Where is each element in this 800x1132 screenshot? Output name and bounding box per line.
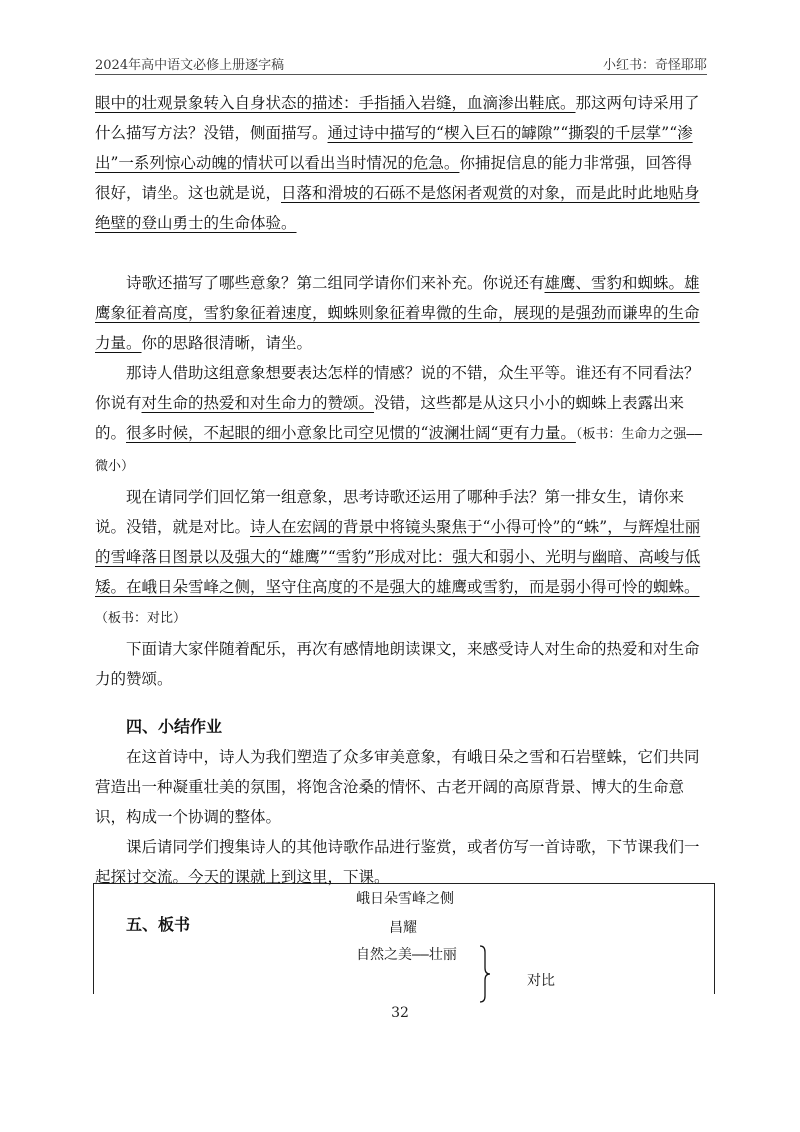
text: 现在请同学们回忆第一组意象，思考诗歌还运用了哪种手法？第一排女生，请你来说。没错，就是对比。	[95, 488, 685, 536]
section-4-paragraph-2: 课后请同学们搜集诗人的其他诗歌作品进行鉴赏，或者仿写一首诗歌，下节课我们一起探讨交流。今天的课就上到这里，下课。	[95, 838, 700, 886]
section-4-title: 四、小结作业	[126, 717, 223, 736]
underlined-text: 眼中的壮观景象转入自身状态的描述：手指插入岩缝，血滴渗出鞋底。	[95, 94, 576, 112]
brace-icon	[479, 944, 491, 1004]
underlined-text: 诗人在宏阔的背景中将镜头聚焦于“小得可怜”的“蛛”，与辉煌壮丽的雪峰落日图景以及强大的“雄鹰”“雪豹”形成对比：强大和弱小、光明与幽暗、高峻与低矮。在峨日朵雪峰之侧，坚守住高度的不是强大的雄鹰或雪豹，而是弱小得可怜的蜘蛛。	[95, 518, 701, 596]
page-number: 32	[391, 1005, 409, 1021]
board-note: （板书：生命力之强——微小）	[95, 427, 703, 474]
text: 那这两句诗采用了什么描写方法？没错，侧面描写。	[95, 94, 700, 142]
paragraph-3	[95, 358, 707, 482]
header-author: 小红书：奇怪耶耶	[602, 58, 707, 73]
section-5-title: 五、板书	[126, 915, 191, 934]
board-title: 峨日朵雪峰之侧	[356, 891, 454, 907]
paragraph-1	[95, 88, 707, 238]
board-contrast: 对比	[527, 973, 555, 989]
text: 没错，这些都是从这只小小的蜘蛛上表露出来的。	[95, 394, 685, 442]
paragraph-2	[95, 268, 707, 358]
text: 那诗人借助这组意象想要表达怎样的情感？说的不错，众生平等。谁还有不同看法？你说有	[95, 364, 700, 412]
header-title: 2024年高中语文必修上册逐字稿	[95, 58, 285, 73]
page-body	[95, 88, 707, 940]
text: 诗歌还描写了哪些意象？第二组同学请你们来补充。你说还有	[126, 274, 545, 292]
text: 你捕捉信息的能力非常强，回答得很好，请坐。这也就是说，	[95, 154, 692, 202]
underlined-text: 对生命的热爱和对生命力的赞颂。	[141, 394, 375, 412]
paragraph-5	[95, 634, 707, 694]
board-author: 昌耀	[389, 920, 417, 936]
board-note: （板书：对比）	[95, 611, 187, 626]
underlined-text: 通过诗中描写的“楔入巨石的罅隙”“撕裂的千层掌”“渗出”一系列惊心动魄的情状可以看出当时情况的危急。	[95, 124, 693, 172]
section-4-paragraph-1: 在这首诗中，诗人为我们塑造了众多审美意象，有峨日朵之雪和石岩壁蛛，它们共同营造出一种凝重壮美的氛围，将饱含沧桑的情怀、古老开阔的高原背景、博大的生命意识，构成一个协调的整体。	[95, 748, 700, 826]
underlined-text: 日落和滑坡的石砾不是悠闲者观赏的对象，而是此时此地贴身绝壁的登山勇士的生命体验。	[95, 184, 700, 232]
underlined-text: 很多时候，不起眼的细小意象比司空见惯的“波澜壮阔“更有力量。	[126, 424, 576, 442]
blackboard-outline-box	[93, 883, 715, 994]
board-line-natural-beauty: 自然之美——壮丽	[356, 947, 457, 963]
underlined-text: 雄鹰、雪豹和蜘蛛。雄鹰象征着高度，雪豹象征着速度，蜘蛛则象征着卑微的生命，展现的是强劲而谦卑的生命力量。	[95, 274, 700, 352]
paragraph-4	[95, 482, 707, 634]
text: 下面请大家伴随着配乐，再次有感情地朗读课文，来感受诗人对生命的热爱和对生命力的赞颂。	[95, 640, 700, 688]
page-header	[95, 52, 707, 75]
text: 你的思路很清晰，请坐。	[141, 334, 313, 352]
